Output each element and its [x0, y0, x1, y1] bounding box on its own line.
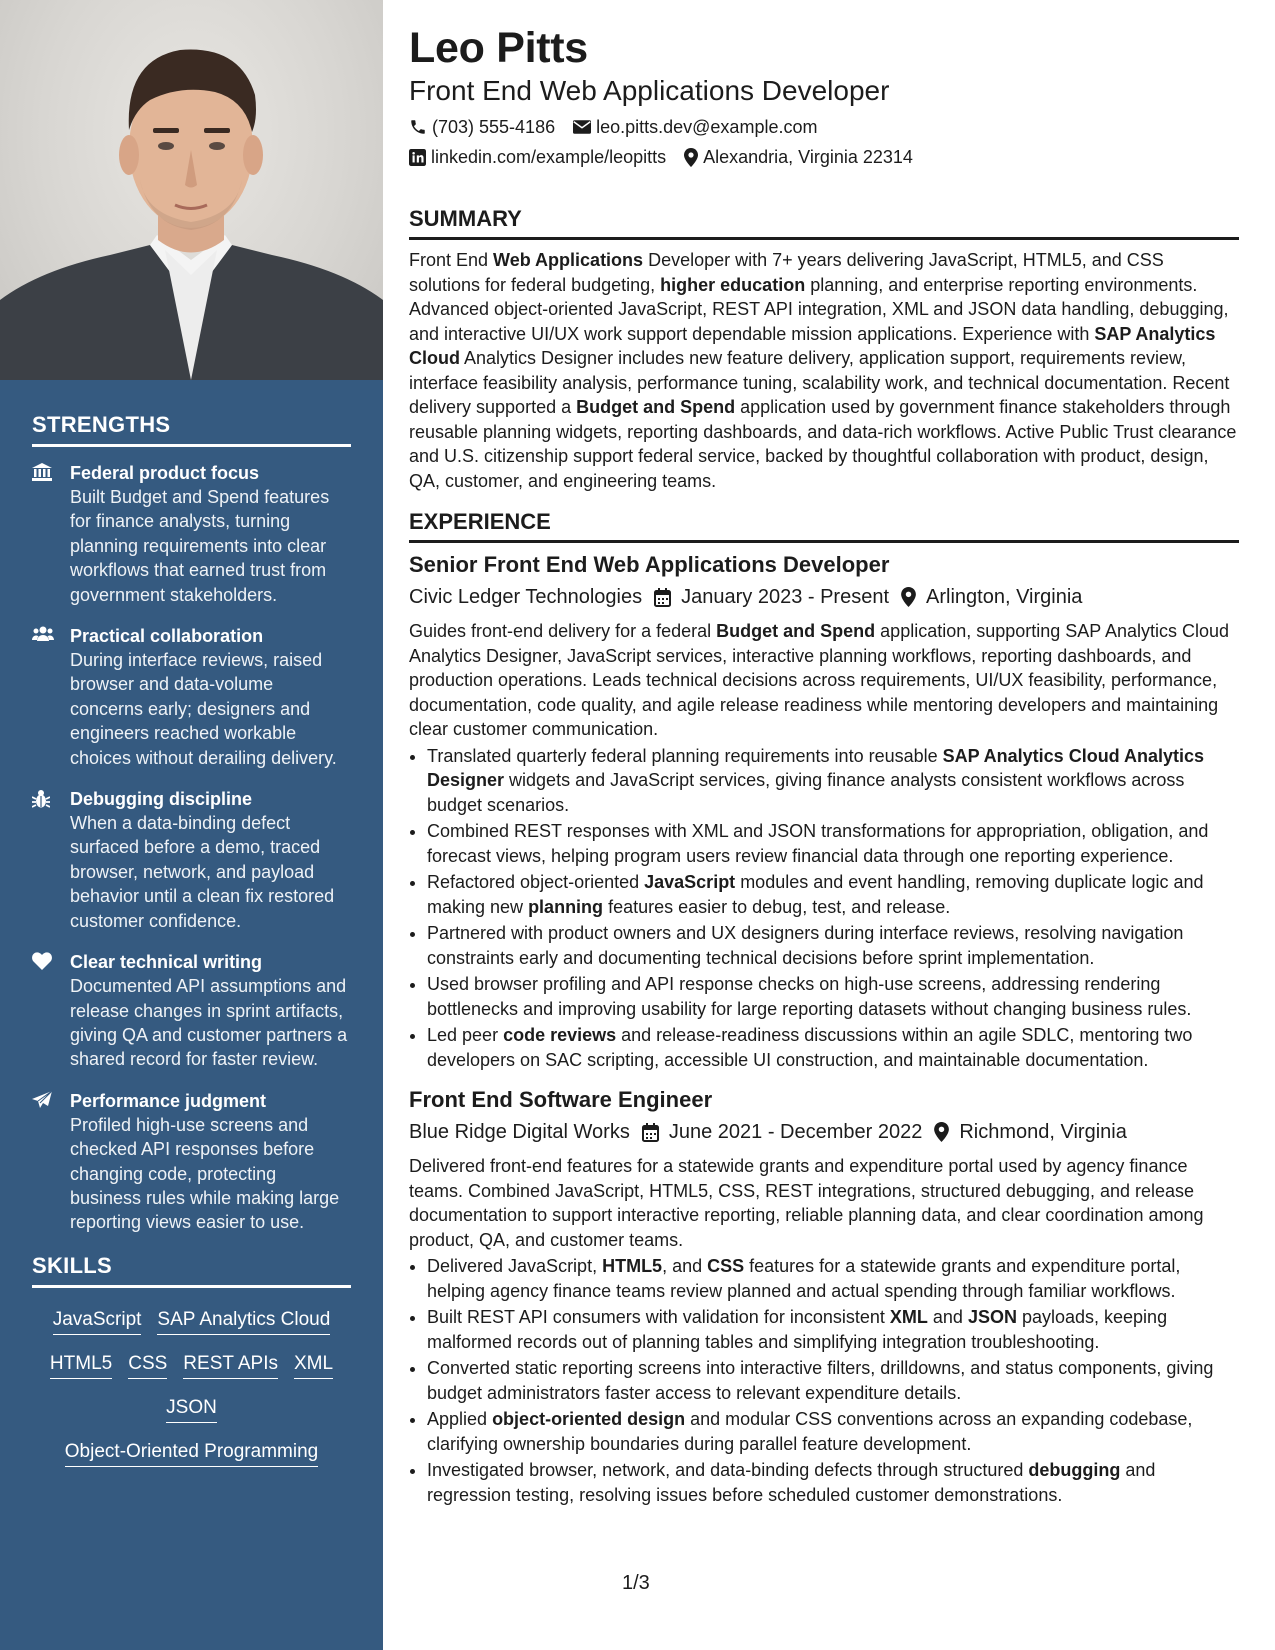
- strength-item: [32, 461, 351, 607]
- strength-title: Federal product focus: [70, 463, 260, 483]
- bullet-item: • Used browser profiling and API response checks on high-use screens, addressing rendering bottlenecks and improving usability for large reporting datasets without changing business rules.: [427, 972, 1239, 1021]
- bug-icon: [32, 787, 70, 933]
- job-dates-text: June 2021 - December 2022: [668, 1121, 923, 1143]
- skills-list: [32, 1302, 351, 1467]
- bullet-item: • Combined REST responses with XML and JSON transformations for appropriation, obligation, and forecast views, helping program users review financial data through one reporting experience.: [427, 819, 1239, 868]
- profile-photo: [0, 0, 383, 380]
- job-description: Guides front-end delivery for a federal Budget and Spend application, supporting SAP Analytics Cloud Analytics Designer, JavaScript services, interactive planning workflows, reporting dashboards, and production operations. Leads technical decisions across requirements, UI/UX feasibility, performance, documentation, code quality, and agile release readiness while mentoring developers and maintaining clear customer communication.: [409, 621, 1230, 739]
- job-location-text: Richmond, Virginia: [959, 1121, 1127, 1143]
- job-title: Senior Front End Web Applications Developer: [409, 552, 890, 577]
- strengths-heading: STRENGTHS: [32, 412, 351, 447]
- job-dates-text: January 2023 - Present: [681, 586, 890, 608]
- strength-title: Practical collaboration: [70, 626, 264, 647]
- bullet-item: • Partnered with product owners and UX designers during interface reviews, resolving navigation constraints early and documenting technical decisions before sprint implementation.: [427, 921, 1239, 970]
- linkedin[interactable]: [409, 146, 666, 168]
- calendar-icon: [642, 1123, 659, 1142]
- bullet-item: • Led peer code reviews and release-readiness discussions within an agile SDLC, mentoring two developers on SAC scripting, accessible UI construction, and maintainable documentation.: [427, 1023, 1239, 1072]
- job-description: Delivered front-end features for a statewide grants and expenditure portal used by agency finance teams. Combined JavaScript, HTML5, CSS, REST integrations, structured debugging, and release documentation to support interactive reporting, reliable planning data, and clear coordination among product, QA, and customer teams.: [409, 1156, 1204, 1250]
- strength-text: Built Budget and Spend features for finance analysts, turning planning requirements into clear workflows that earned trust from government stakeholders.: [70, 487, 330, 605]
- map-pin-icon: [934, 1122, 949, 1142]
- email[interactable]: [573, 116, 817, 138]
- jobs-list: [409, 551, 1239, 1507]
- location-text: Alexandria, Virginia 22314: [703, 147, 913, 167]
- skill-tag: JSON: [166, 1396, 217, 1423]
- location: [684, 146, 913, 168]
- contact-row-2: [409, 146, 1239, 168]
- job-location: [934, 1118, 1127, 1146]
- bullet-item: • Investigated browser, network, and data-binding defects through structured debugging and regression testing, resolving issues before scheduled customer demonstrations.: [427, 1458, 1239, 1507]
- skill-tag: SAP Analytics Cloud: [157, 1308, 330, 1335]
- page-number: 1/3: [622, 1572, 650, 1594]
- phone-text: (703) 555-4186: [432, 117, 556, 137]
- email-text: leo.pitts.dev@example.com: [596, 117, 818, 137]
- sidebar: [0, 0, 383, 1650]
- strength-title: Debugging discipline: [70, 789, 253, 810]
- bullet-item: • Translated quarterly federal planning requirements into reusable SAP Analytics Cloud Analytics Designer widgets and JavaScript services, giving finance analysts consistent workflows across budget scenarios.: [427, 744, 1239, 818]
- strength-item: [32, 1089, 351, 1235]
- strength-text: When a data-binding defect surfaced before a demo, traced browser, network, and payload behavior until a clean fix restored customer confidence.: [70, 813, 335, 931]
- summary-heading: SUMMARY: [409, 206, 1239, 240]
- map-pin-icon: [684, 148, 698, 167]
- linkedin-text: linkedin.com/example/leopitts: [431, 147, 667, 167]
- skill-tag: JavaScript: [53, 1308, 142, 1335]
- strength-title: Performance judgment: [70, 1090, 267, 1111]
- strengths-list: [32, 461, 351, 1235]
- users-icon: [32, 624, 70, 770]
- contact-row-1: [409, 116, 1239, 138]
- calendar-icon: [654, 588, 671, 607]
- strength-text: Documented API assumptions and release changes in sprint artifacts, giving QA and customer partners a shared record for faster review.: [70, 976, 348, 1070]
- experience-heading: EXPERIENCE: [409, 509, 1239, 543]
- bank-icon: [32, 461, 70, 607]
- skill-tag: XML: [294, 1352, 333, 1379]
- phone: [409, 116, 555, 138]
- bullet-item: • Built REST API consumers with validation for inconsistent XML and JSON payloads, keeping malformed records out of planning tables and simplifying integration troubleshooting.: [427, 1305, 1239, 1354]
- strength-item: [32, 624, 351, 770]
- bullet-item: • Refactored object-oriented JavaScript modules and event handling, removing duplicate logic and making new planning features easier to debug, test, and release.: [427, 870, 1239, 919]
- job-meta: [409, 1118, 1239, 1146]
- skill-tag: Object-Oriented Programming: [65, 1440, 318, 1467]
- heart-icon: [32, 950, 70, 1072]
- bullet-item: • Applied object-oriented design and modular CSS conventions across an expanding codebase, clarifying ownership boundaries during parallel feature development.: [427, 1407, 1239, 1456]
- job-entry: [409, 1086, 1239, 1507]
- linkedin-icon: [409, 149, 426, 166]
- job-dates: [642, 1118, 923, 1146]
- strength-title: Clear technical writing: [70, 952, 263, 973]
- main-content: [409, 22, 1239, 1509]
- paper-plane-icon: [32, 1089, 70, 1235]
- candidate-role: Front End Web Applications Developer: [409, 75, 890, 106]
- strength-item: [32, 787, 351, 933]
- job-location-text: Arlington, Virginia: [926, 586, 1083, 608]
- bullet-item: • Delivered JavaScript, HTML5, and CSS features for a statewide grants and expenditure portal, helping agency finance teams review planned and actual spending through familiar workflows.: [427, 1254, 1239, 1303]
- company-name: Blue Ridge Digital Works: [409, 1121, 630, 1143]
- strength-item: [32, 950, 351, 1072]
- skill-tag: HTML5: [50, 1352, 112, 1379]
- job-dates: [654, 583, 889, 611]
- strength-text: During interface reviews, raised browser and data-volume concerns early; designers and engineers reached workable choices without derailing delivery.: [70, 650, 337, 768]
- job-bullets: [409, 744, 1239, 1073]
- job-meta: [409, 583, 1239, 611]
- job-location: [901, 583, 1082, 611]
- skills-heading: SKILLS: [32, 1253, 351, 1288]
- bullet-item: • Converted static reporting screens into interactive filters, drilldowns, and status components, giving budget administrators faster access to relevant expenditure details.: [427, 1356, 1239, 1405]
- job-entry: [409, 551, 1239, 1072]
- job-title: Front End Software Engineer: [409, 1087, 713, 1112]
- summary-text: Front End Web Applications Developer with 7+ years delivering JavaScript, HTML5, and CSS solutions for federal budgeting, higher education planning, and enterprise reporting environments. Advanced object-oriented JavaScript, REST API integration, XML and JSON data handling, debugging, and interactive UI/UX work support dependable mission applications. Experience with SAP Analytics Cloud Analytics Designer includes new feature delivery, application support, requirements review, interface feasibility analysis, performance tuning, scalability work, and technical documentation. Recent delivery supported a Budget and Spend application used by government finance stakeholders through reusable planning widgets, reporting dashboards, and data-rich workflows. Active Public Trust clearance and U.S. citizenship support federal service, backed by thoughtful collaboration with product, design, QA, customer, and engineering teams.: [409, 250, 1237, 491]
- company-name: Civic Ledger Technologies: [409, 586, 643, 608]
- map-pin-icon: [901, 587, 916, 607]
- skill-tag: CSS: [128, 1352, 167, 1379]
- job-bullets: [409, 1254, 1239, 1507]
- envelope-icon: [573, 120, 591, 134]
- skill-tag: REST APIs: [183, 1352, 278, 1379]
- phone-icon: [409, 118, 427, 136]
- strength-text: Profiled high-use screens and checked API responses before changing code, protecting business rules while making large reporting views easier to use.: [70, 1114, 340, 1233]
- candidate-name: Leo Pitts: [409, 24, 588, 72]
